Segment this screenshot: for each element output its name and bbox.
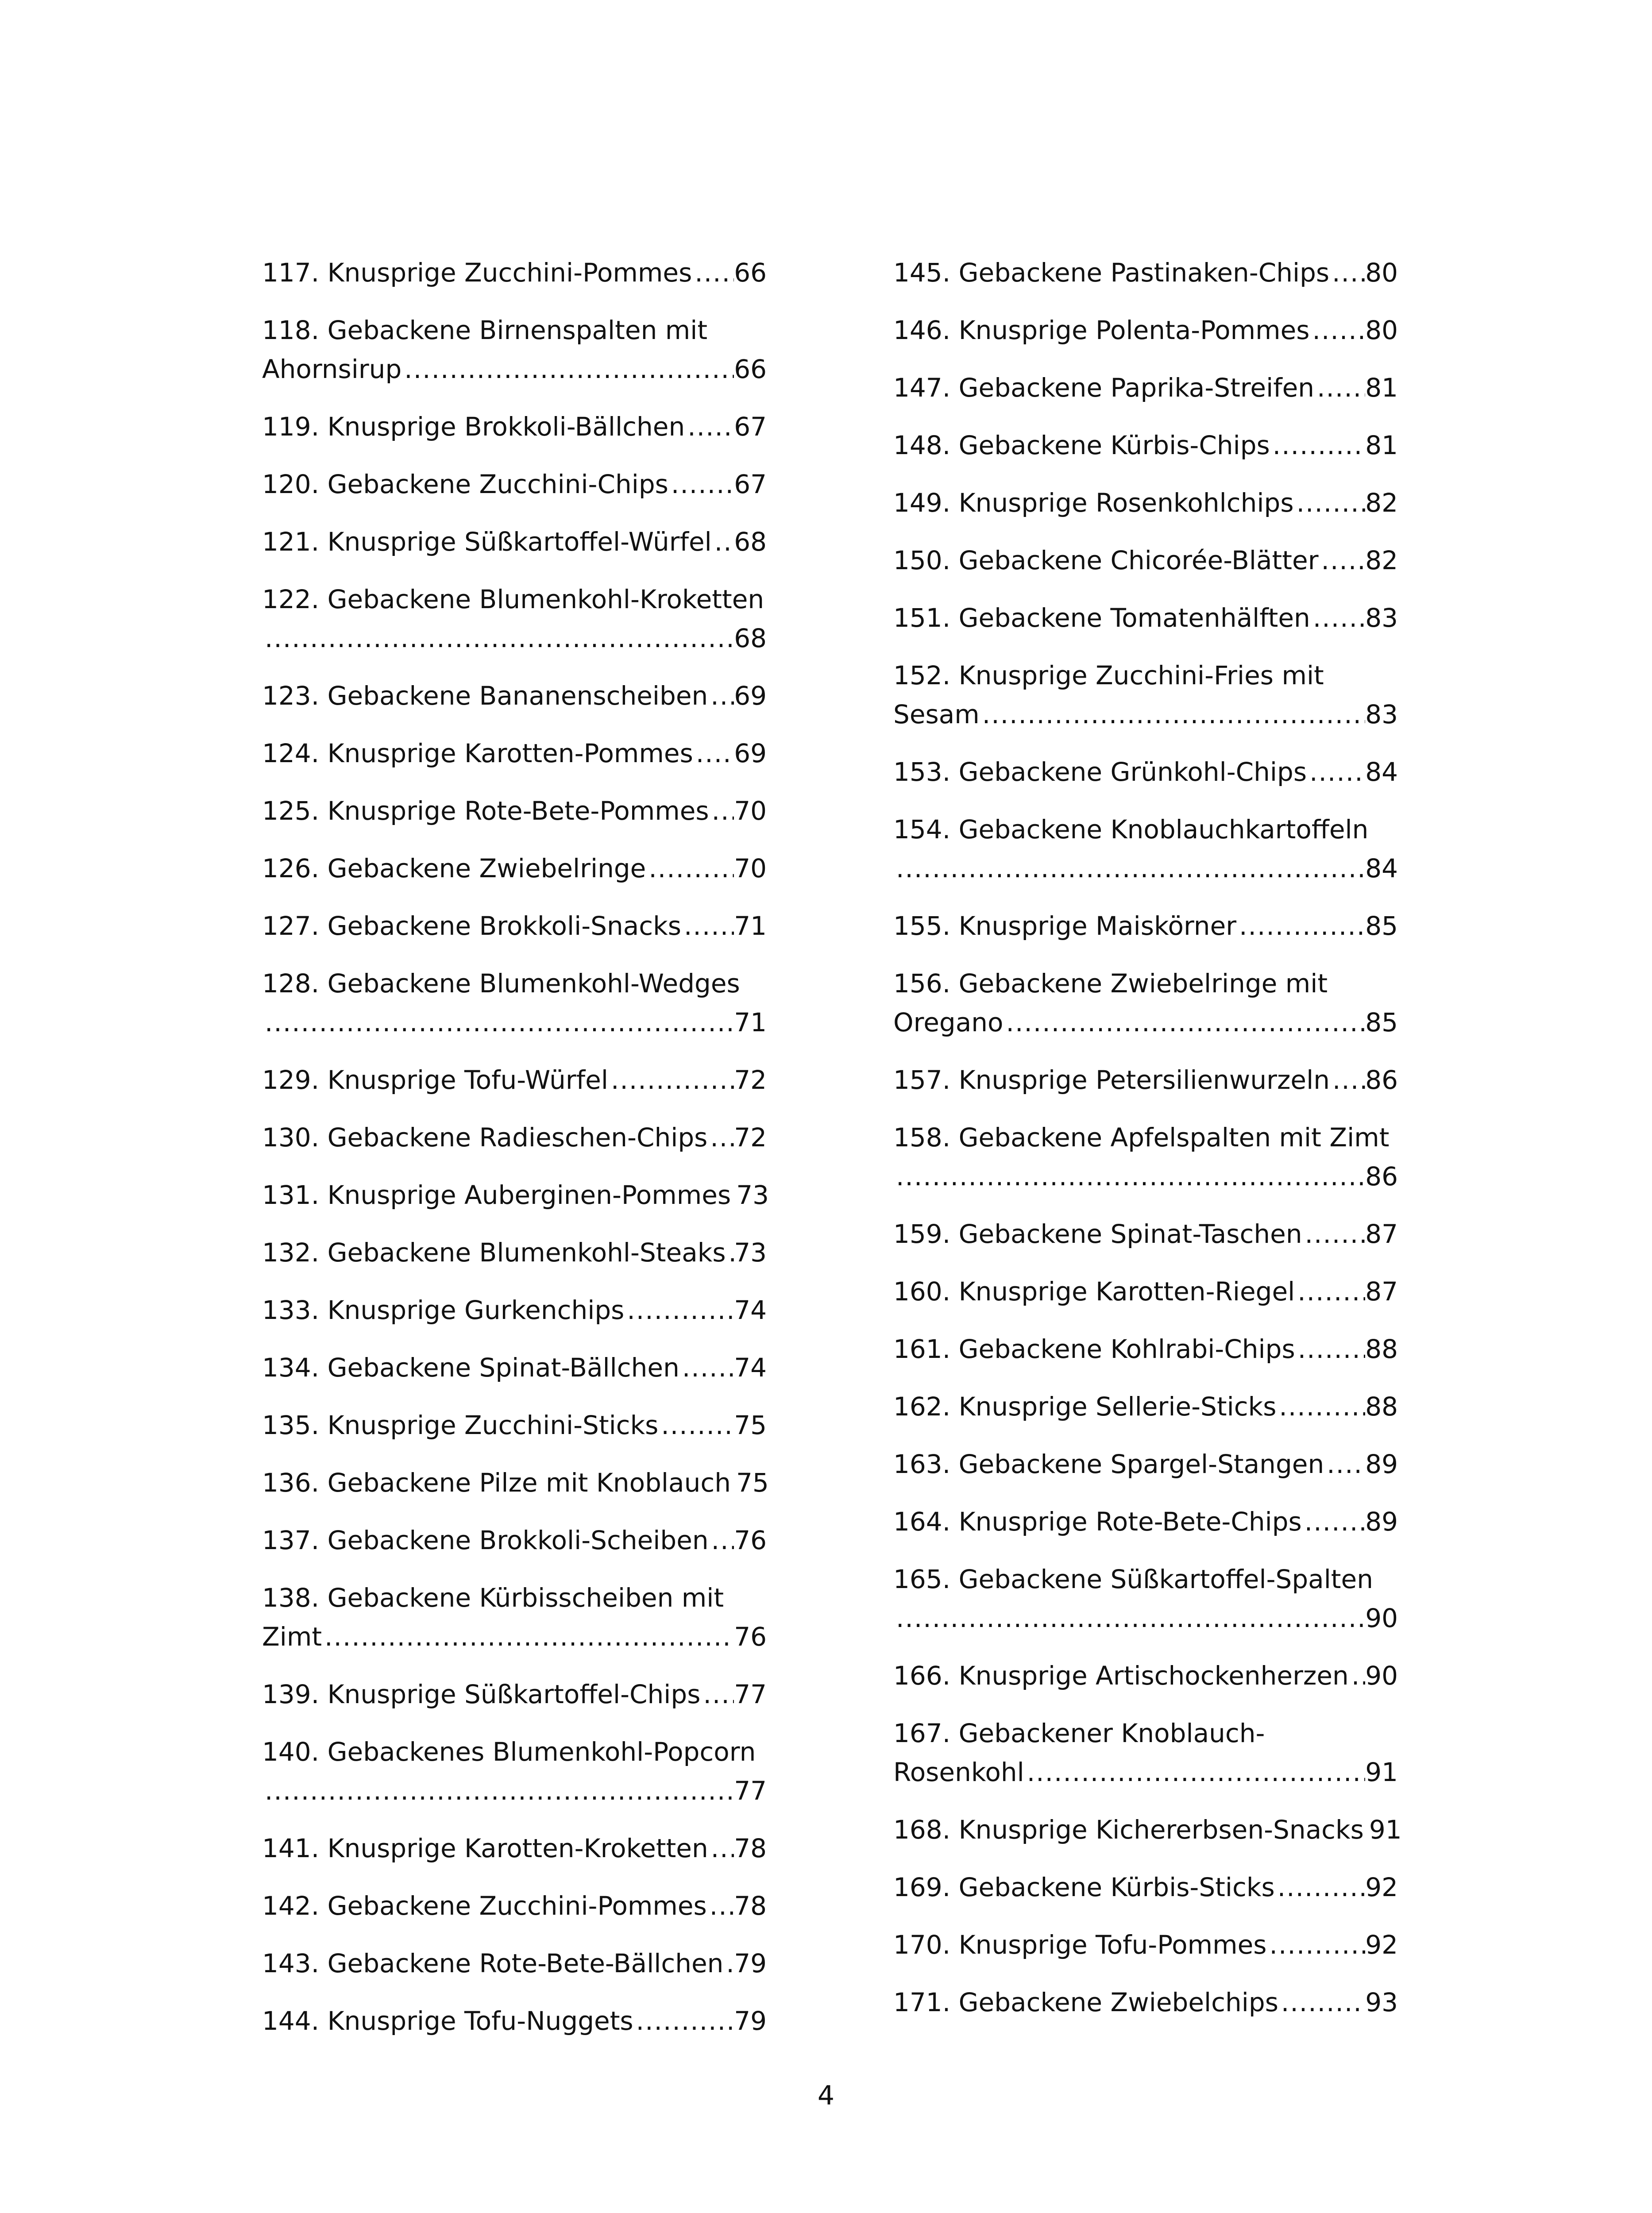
- toc-entry-page: 73: [736, 1180, 769, 1210]
- toc-entry-title: 162. Knusprige Sellerie-Sticks: [893, 1392, 1277, 1422]
- dot-leader: [893, 849, 1365, 888]
- toc-entry-title: 125. Knusprige Rote-Bete-Pommes: [262, 796, 709, 826]
- toc-entry-title: 142. Gebackene Zucchini-Pommes: [262, 1891, 707, 1921]
- toc-entry-title: 153. Gebackene Grünkohl-Chips: [893, 757, 1307, 787]
- toc-entry-page: 89: [1365, 1449, 1398, 1479]
- toc-entry[interactable]: [893, 598, 1398, 637]
- toc-entry-title: 170. Knusprige Tofu-Pommes: [893, 1930, 1267, 1960]
- toc-entry-page: 76: [734, 1525, 767, 1555]
- toc-entry-title: 167. Gebackener Knoblauch-: [893, 1718, 1265, 1748]
- toc-entry[interactable]: [262, 1521, 767, 1560]
- toc-entry-page: 76: [734, 1622, 767, 1652]
- toc-entry-title: 150. Gebackene Chicorée-Blätter: [893, 545, 1319, 575]
- toc-entry-title: 166. Knusprige Artischockenherzen: [893, 1661, 1349, 1691]
- toc-entry-title: 128. Gebackene Blumenkohl-Wedges: [262, 968, 740, 999]
- toc-entry-page: 81: [1365, 430, 1398, 460]
- toc-entry[interactable]: [893, 1445, 1398, 1484]
- toc-right-column: [893, 253, 1402, 2040]
- toc-entry-title: 163. Gebackene Spargel-Stangen: [893, 1449, 1324, 1479]
- toc-entry[interactable]: [893, 1387, 1398, 1426]
- dot-leader: [708, 676, 734, 715]
- toc-entry-title: 161. Gebackene Kohlrabi-Chips: [893, 1334, 1295, 1364]
- dot-leader: [1276, 1387, 1365, 1426]
- toc-entry[interactable]: [893, 1502, 1398, 1541]
- toc-entry-title-continued: Sesam: [893, 699, 980, 729]
- dot-leader: [646, 849, 734, 888]
- toc-entry[interactable]: [262, 964, 767, 1042]
- toc-left-column: [262, 253, 767, 2059]
- toc-entry[interactable]: [262, 2001, 767, 2040]
- toc-entry-title: 144. Knusprige Tofu-Nuggets: [262, 2006, 633, 2036]
- toc-entry-title: 141. Knusprige Karotten-Kroketten: [262, 1833, 708, 1863]
- toc-entry[interactable]: [262, 1944, 767, 1983]
- toc-entry-page: 68: [734, 527, 767, 557]
- toc-entry[interactable]: [262, 1348, 767, 1387]
- dot-leader: [633, 2001, 734, 2040]
- dot-leader: [681, 906, 734, 945]
- toc-entry[interactable]: [893, 368, 1398, 407]
- toc-entry-page: 90: [1365, 1603, 1398, 1633]
- dot-leader: [1302, 1214, 1366, 1253]
- toc-entry[interactable]: [893, 656, 1398, 734]
- toc-entry[interactable]: [893, 1810, 1402, 1849]
- dot-leader: [668, 465, 734, 504]
- toc-entry-page: 82: [1365, 545, 1398, 575]
- toc-entry-title: 160. Knusprige Karotten-Riegel: [893, 1276, 1295, 1307]
- toc-entry[interactable]: [893, 1868, 1398, 1907]
- toc-entry-title: 149. Knusprige Rosenkohlchips: [893, 488, 1294, 518]
- dot-leader: [731, 1176, 736, 1214]
- toc-entry-page: 83: [1365, 603, 1398, 633]
- dot-leader: [693, 734, 734, 773]
- dot-leader: [1270, 426, 1365, 465]
- toc-entry-title: 152. Knusprige Zucchini-Fries mit: [893, 660, 1324, 690]
- toc-entry-title: 140. Gebackenes Blumenkohl-Popcorn: [262, 1737, 756, 1767]
- toc-entry[interactable]: [262, 580, 767, 658]
- toc-entry-title-continued: Ahornsirup: [262, 354, 402, 384]
- toc-entry-page: 79: [734, 1948, 767, 1978]
- toc-entry[interactable]: [893, 1714, 1398, 1792]
- dot-leader: [700, 1675, 734, 1714]
- toc-entry-page: 82: [1365, 488, 1398, 518]
- toc-entry-title: 122. Gebackene Blumenkohl-Kroketten: [262, 584, 764, 614]
- toc-entry[interactable]: [262, 1060, 767, 1099]
- toc-entry-title: 145. Gebackene Pastinaken-Chips: [893, 258, 1330, 288]
- dot-leader: [1314, 368, 1365, 407]
- toc-entry[interactable]: [893, 1983, 1398, 2022]
- toc-entry[interactable]: [893, 1272, 1398, 1311]
- toc-entry-page: 80: [1365, 315, 1398, 345]
- toc-entry-title: 121. Knusprige Süßkartoffel-Würfel: [262, 527, 712, 557]
- toc-entry-page: 85: [1365, 1007, 1398, 1037]
- toc-entry-title: 155. Knusprige Maiskörner: [893, 911, 1237, 941]
- toc-entry-page: 86: [1365, 1065, 1398, 1095]
- toc-entry[interactable]: [262, 522, 767, 561]
- toc-entry-page: 81: [1365, 373, 1398, 403]
- toc-entry-title: 154. Gebackene Knoblauchkartoffeln: [893, 814, 1369, 844]
- dot-leader: [1024, 1753, 1365, 1792]
- toc-entry-page: 71: [734, 1007, 767, 1037]
- toc-entry-title: 133. Knusprige Gurkenchips: [262, 1295, 625, 1325]
- toc-entry-page: 71: [734, 911, 767, 941]
- toc-entry-page: 75: [736, 1468, 769, 1498]
- dot-leader: [1329, 253, 1365, 292]
- toc-entry[interactable]: [262, 734, 767, 773]
- toc-entry[interactable]: [262, 676, 767, 715]
- toc-entry[interactable]: [262, 791, 767, 830]
- toc-entry-page: 67: [734, 469, 767, 499]
- toc-entry[interactable]: [262, 1176, 767, 1214]
- toc-entry-page: 84: [1365, 757, 1398, 787]
- toc-entry-page: 74: [734, 1295, 767, 1325]
- toc-entry-page: 67: [734, 412, 767, 442]
- toc-entry[interactable]: [262, 1118, 767, 1157]
- toc-entry-page: 75: [734, 1410, 767, 1440]
- dot-leader: [980, 695, 1365, 734]
- dot-leader: [1278, 1983, 1365, 2022]
- toc-entry[interactable]: [893, 964, 1398, 1042]
- toc-entry-page: 69: [734, 681, 767, 711]
- toc-entry-title: 151. Gebackene Tomatenhälften: [893, 603, 1310, 633]
- dot-leader: [1294, 483, 1366, 522]
- toc-entry-page: 87: [1365, 1276, 1398, 1307]
- toc-entry-title: 143. Gebackene Rote-Bete-Bällchen: [262, 1948, 724, 1978]
- toc-entry-page: 89: [1365, 1507, 1398, 1537]
- dot-leader: [1295, 1330, 1365, 1369]
- toc-entry-title: 132. Gebackene Blumenkohl-Steaks: [262, 1238, 726, 1268]
- toc-entry[interactable]: [893, 483, 1398, 522]
- dot-leader: [1295, 1272, 1365, 1311]
- toc-entry-title: 168. Knusprige Kichererbsen-Snacks: [893, 1815, 1364, 1845]
- toc-entry[interactable]: [262, 1463, 767, 1502]
- toc-entry-page: 93: [1365, 1987, 1398, 2017]
- dot-leader: [709, 791, 734, 830]
- dot-leader: [1324, 1445, 1365, 1484]
- toc-entry[interactable]: [262, 1406, 767, 1445]
- dot-leader: [723, 1944, 734, 1983]
- toc-entry-title: 120. Gebackene Zucchini-Chips: [262, 469, 668, 499]
- toc-entry[interactable]: [893, 1060, 1398, 1099]
- toc-entry-title: 165. Gebackene Süßkartoffel-Spalten: [893, 1564, 1373, 1594]
- dot-leader: [893, 1157, 1365, 1196]
- toc-entry-title: 118. Gebackene Birnenspalten mit: [262, 315, 708, 345]
- toc-entry-page: 68: [734, 623, 767, 653]
- toc-entry[interactable]: [262, 465, 767, 504]
- toc-entry-title: 159. Gebackene Spinat-Taschen: [893, 1219, 1302, 1249]
- toc-entry-title: 130. Gebackene Radieschen-Chips: [262, 1122, 708, 1153]
- dot-leader: [707, 1118, 734, 1157]
- dot-leader: [1307, 752, 1365, 791]
- toc-entry-page: 88: [1365, 1392, 1398, 1422]
- toc-entry-page: 84: [1365, 853, 1398, 883]
- dot-leader: [262, 619, 734, 658]
- toc-entry[interactable]: [262, 849, 767, 888]
- toc-entry-page: 85: [1365, 911, 1398, 941]
- toc-entry[interactable]: [262, 1291, 767, 1330]
- toc-entry-title: 138. Gebackene Kürbisscheiben mit: [262, 1583, 724, 1613]
- toc-entry-title: 123. Gebackene Bananenscheiben: [262, 681, 708, 711]
- toc-entry-title: 169. Gebackene Kürbis-Sticks: [893, 1872, 1275, 1902]
- toc-entry-title: 119. Knusprige Brokkoli-Bällchen: [262, 412, 685, 442]
- toc-entry[interactable]: [893, 1330, 1398, 1369]
- toc-entry-page: 80: [1365, 258, 1398, 288]
- dot-leader: [608, 1060, 734, 1099]
- toc-entry-title: 148. Gebackene Kürbis-Chips: [893, 430, 1270, 460]
- dot-leader: [262, 1003, 734, 1042]
- toc-entry-title: 158. Gebackene Apfelspalten mit Zimt: [893, 1122, 1390, 1153]
- dot-leader: [1330, 1060, 1365, 1099]
- toc-entry[interactable]: [893, 752, 1398, 791]
- toc-entry[interactable]: [893, 1656, 1398, 1695]
- toc-entry-title: 147. Gebackene Paprika-Streifen: [893, 373, 1315, 403]
- dot-leader: [401, 350, 734, 389]
- toc-entry[interactable]: [262, 311, 767, 389]
- toc-entry-title: 134. Gebackene Spinat-Bällchen: [262, 1353, 679, 1383]
- toc-entry-page: 66: [734, 258, 767, 288]
- toc-entry-title: 157. Knusprige Petersilienwurzeln: [893, 1065, 1330, 1095]
- toc-entry-page: 87: [1365, 1219, 1398, 1249]
- dot-leader: [1267, 1925, 1366, 1964]
- toc-entry[interactable]: [893, 1560, 1398, 1638]
- toc-entry-title: 124. Knusprige Karotten-Pommes: [262, 738, 693, 768]
- toc-entry-page: 66: [734, 354, 767, 384]
- dot-leader: [1364, 1810, 1369, 1849]
- dot-leader: [692, 253, 734, 292]
- dot-leader: [1275, 1868, 1365, 1907]
- toc-entry-title: 129. Knusprige Tofu-Würfel: [262, 1065, 608, 1095]
- toc-entry-page: 92: [1365, 1930, 1398, 1960]
- toc-entry-page: 74: [734, 1353, 767, 1383]
- dot-leader: [1004, 1003, 1366, 1042]
- toc-entry-page: 69: [734, 738, 767, 768]
- toc-entry-page: 90: [1365, 1661, 1398, 1691]
- toc-entry[interactable]: [262, 253, 767, 292]
- toc-entry-title-continued: Rosenkohl: [893, 1757, 1024, 1787]
- dot-leader: [624, 1291, 734, 1330]
- toc-entry[interactable]: [262, 1578, 767, 1656]
- dot-leader: [712, 522, 734, 561]
- dot-leader: [1302, 1502, 1365, 1541]
- toc-entry-title: 136. Gebackene Pilze mit Knoblauch: [262, 1468, 731, 1498]
- dot-leader: [322, 1617, 734, 1656]
- dot-leader: [262, 1771, 734, 1810]
- toc-entry-page: 70: [734, 853, 767, 883]
- toc-entry-title: 127. Gebackene Brokkoli-Snacks: [262, 911, 681, 941]
- page-number: 4: [817, 2080, 835, 2111]
- toc-entry-title: 117. Knusprige Zucchini-Pommes: [262, 258, 692, 288]
- dot-leader: [1236, 906, 1365, 945]
- dot-leader: [1310, 311, 1366, 350]
- dot-leader: [893, 1599, 1365, 1638]
- toc-entry-page: 72: [734, 1065, 767, 1095]
- toc-entry-title: 137. Gebackene Brokkoli-Scheiben: [262, 1525, 709, 1555]
- toc-entry-title: 171. Gebackene Zwiebelchips: [893, 1987, 1278, 2017]
- toc-entry[interactable]: [893, 1118, 1398, 1196]
- toc-entry[interactable]: [893, 906, 1398, 945]
- toc-entry[interactable]: [262, 1675, 767, 1714]
- toc-entry[interactable]: [893, 311, 1398, 350]
- toc-entry-page: 88: [1365, 1334, 1398, 1364]
- toc-entry-page: 77: [734, 1679, 767, 1709]
- dot-leader: [1349, 1656, 1365, 1695]
- dot-leader: [1310, 598, 1365, 637]
- toc-entry-page: 72: [734, 1122, 767, 1153]
- toc-entry[interactable]: [262, 407, 767, 446]
- toc-entry-page: 92: [1365, 1872, 1398, 1902]
- dot-leader: [709, 1521, 734, 1560]
- toc-entry-title: 139. Knusprige Süßkartoffel-Chips: [262, 1679, 701, 1709]
- toc-entry[interactable]: [893, 541, 1398, 580]
- toc-entry-title-continued: Oregano: [893, 1007, 1004, 1037]
- toc-entry[interactable]: [262, 1233, 767, 1272]
- toc-entry[interactable]: [893, 426, 1398, 465]
- toc-entry[interactable]: [262, 1886, 767, 1925]
- dot-leader: [1319, 541, 1366, 580]
- toc-entry-page: 86: [1365, 1161, 1398, 1191]
- toc-entry-title: 146. Knusprige Polenta-Pommes: [893, 315, 1310, 345]
- toc-entry[interactable]: [893, 1214, 1398, 1253]
- toc-entry[interactable]: [893, 1925, 1398, 1964]
- toc-entry[interactable]: [262, 1829, 767, 1868]
- toc-entry-page: 70: [734, 796, 767, 826]
- dot-leader: [708, 1829, 734, 1868]
- dot-leader: [726, 1233, 734, 1272]
- toc-entry[interactable]: [262, 906, 767, 945]
- toc-entry[interactable]: [893, 253, 1398, 292]
- dot-leader: [679, 1348, 734, 1387]
- toc-entry-title: 131. Knusprige Auberginen-Pommes: [262, 1180, 731, 1210]
- toc-entry[interactable]: [262, 1732, 767, 1810]
- toc-entry-page: 73: [734, 1238, 767, 1268]
- toc-entry-title: 156. Gebackene Zwiebelringe mit: [893, 968, 1328, 999]
- dot-leader: [731, 1463, 736, 1502]
- dot-leader: [658, 1406, 734, 1445]
- toc-entry-page: 78: [734, 1833, 767, 1863]
- toc-entry-page: 91: [1369, 1815, 1402, 1845]
- toc-entry-title-continued: Zimt: [262, 1622, 322, 1652]
- toc-entry-page: 83: [1365, 699, 1398, 729]
- toc-entry-title: 164. Knusprige Rote-Bete-Chips: [893, 1507, 1302, 1537]
- toc-entry-title: 135. Knusprige Zucchini-Sticks: [262, 1410, 659, 1440]
- toc-entry-page: 79: [734, 2006, 767, 2036]
- toc-entry-page: 91: [1365, 1757, 1398, 1787]
- dot-leader: [685, 407, 734, 446]
- toc-entry[interactable]: [893, 810, 1398, 888]
- toc-entry-page: 78: [734, 1891, 767, 1921]
- toc-entry-title: 126. Gebackene Zwiebelringe: [262, 853, 646, 883]
- dot-leader: [707, 1886, 734, 1925]
- toc-entry-page: 77: [734, 1776, 767, 1806]
